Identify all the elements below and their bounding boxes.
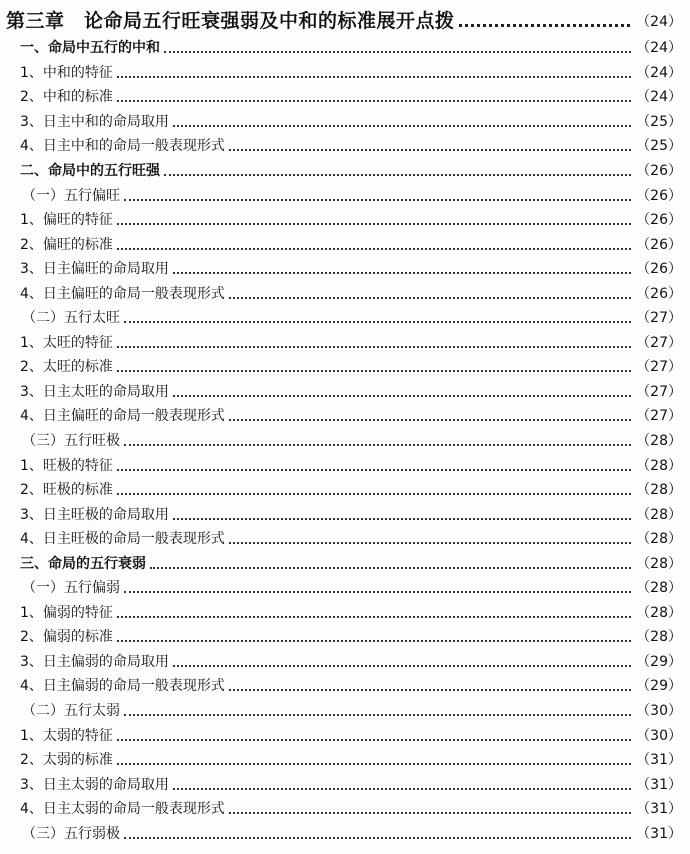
toc-entry-page: （25）: [636, 113, 682, 130]
toc-entry-page: （30）: [636, 727, 682, 744]
toc-leader-dots: [124, 591, 631, 593]
toc-entry[interactable]: [0, 85, 690, 110]
toc-entry-title: 4、日主中和的命局一般表现形式: [20, 138, 225, 155]
toc-entry[interactable]: [0, 380, 690, 405]
toc-entry[interactable]: [0, 551, 690, 576]
toc-entry-page: （26）: [636, 285, 682, 302]
toc-entry[interactable]: [0, 159, 690, 184]
toc-entry-title: 1、中和的特征: [20, 64, 113, 81]
toc-entry-page: （28）: [636, 604, 682, 621]
toc-leader-dots: [150, 567, 631, 569]
toc-entry-page: （30）: [636, 703, 682, 720]
toc-entry-title: 一、命局中五行的中和: [20, 40, 160, 57]
toc-entry-title: （一）五行偏旺: [22, 187, 120, 204]
toc-leader-dots: [117, 370, 631, 372]
toc-leader-dots: [124, 444, 631, 446]
toc-entry-title: 2、太弱的标准: [20, 752, 113, 769]
toc-leader-dots: [229, 419, 631, 421]
toc-entry-title: 1、太旺的特征: [20, 334, 113, 351]
toc-entry-title: 3、日主太旺的命局取用: [20, 383, 169, 400]
toc-entry-title: 2、太旺的标准: [20, 359, 113, 376]
toc-entry-page: （31）: [636, 776, 682, 793]
toc-entry-page: （28）: [636, 555, 682, 572]
toc-entry-page: （25）: [636, 138, 682, 155]
toc-entry-title: 1、太弱的特征: [20, 727, 113, 744]
toc-entry-title: 3、日主偏旺的命局取用: [20, 261, 169, 278]
toc-entry[interactable]: [0, 625, 690, 650]
toc-leader-dots: [173, 125, 631, 127]
toc-entry-page: （24）: [636, 40, 682, 57]
toc-entry[interactable]: [0, 36, 690, 61]
toc-entry-title: 2、偏旺的标准: [20, 236, 113, 253]
toc-entry-title: 1、偏弱的特征: [20, 604, 113, 621]
toc-entry[interactable]: [0, 674, 690, 699]
toc-list: [0, 36, 690, 846]
toc-entry-title: 1、旺极的特征: [20, 457, 113, 474]
toc-leader-dots: [164, 174, 631, 176]
toc-entry-title: （二）五行太弱: [22, 703, 120, 720]
toc-entry-page: （29）: [636, 678, 682, 695]
toc-entry-page: （27）: [636, 310, 682, 327]
toc-leader-dots: [229, 542, 631, 544]
toc-entry-title: （三）五行旺极: [22, 433, 120, 450]
toc-entry-page: （27）: [636, 334, 682, 351]
toc-leader-dots: [117, 640, 631, 642]
toc-entry[interactable]: [0, 478, 690, 503]
toc-leader-dots: [173, 518, 631, 520]
toc-entry-title: 4、日主偏弱的命局一般表现形式: [20, 678, 225, 695]
toc-leader-dots: [117, 248, 631, 250]
toc-leader-dots: [124, 321, 631, 323]
toc-entry[interactable]: [0, 527, 690, 552]
toc-entry-page: （26）: [636, 236, 682, 253]
toc-leader-dots: [173, 395, 631, 397]
toc-leader-dots: [124, 837, 631, 839]
toc-entry-page: （28）: [636, 482, 682, 499]
toc-entry-title: 三、命局的五行衰弱: [20, 555, 146, 572]
toc-entry[interactable]: [0, 355, 690, 380]
toc-entry[interactable]: [0, 453, 690, 478]
toc-entry[interactable]: [0, 257, 690, 282]
toc-entry-page: （27）: [636, 383, 682, 400]
toc-entry-title: （二）五行太旺: [22, 310, 120, 327]
toc-leader-dots: [229, 812, 631, 814]
chapter-title: 第三章 论命局五行旺衰强弱及中和的标准展开点拨: [6, 10, 455, 32]
toc-entry[interactable]: [0, 281, 690, 306]
toc-entry-title: 2、偏弱的标准: [20, 629, 113, 646]
toc-entry[interactable]: [0, 183, 690, 208]
toc-entry[interactable]: [0, 61, 690, 86]
toc-entry-page: （31）: [636, 825, 682, 842]
toc-entry[interactable]: [0, 429, 690, 454]
toc-entry[interactable]: [0, 650, 690, 675]
toc-leader-dots: [117, 100, 631, 102]
toc-entry[interactable]: [0, 822, 690, 847]
toc-entry-title: 3、日主太弱的命局取用: [20, 776, 169, 793]
toc-entry[interactable]: [0, 748, 690, 773]
toc-entry[interactable]: [0, 502, 690, 527]
chapter-page-number: （24）: [636, 14, 682, 30]
toc-entry-page: （27）: [636, 359, 682, 376]
toc-entry[interactable]: [0, 576, 690, 601]
toc-leader-dots: [173, 272, 631, 274]
toc-leader-dots: [117, 739, 631, 741]
toc-leader-dots: [229, 689, 631, 691]
toc-entry-title: （三）五行弱极: [22, 825, 120, 842]
toc-leader-dots: [117, 223, 631, 225]
toc-entry-page: （28）: [636, 531, 682, 548]
toc-entry-title: 2、中和的标准: [20, 89, 113, 106]
toc-leader-dots: [124, 199, 631, 201]
toc-entry-title: 4、日主旺极的命局一般表现形式: [20, 531, 225, 548]
toc-entry-page: （31）: [636, 801, 682, 818]
toc-entry-page: （28）: [636, 506, 682, 523]
toc-entry-title: 3、日主旺极的命局取用: [20, 506, 169, 523]
toc-entry[interactable]: [0, 331, 690, 356]
toc-entry[interactable]: [0, 404, 690, 429]
toc-entry-title: 3、日主中和的命局取用: [20, 113, 169, 130]
toc-entry[interactable]: [0, 723, 690, 748]
toc-entry[interactable]: [0, 208, 690, 233]
toc-entry-title: 1、偏旺的特征: [20, 212, 113, 229]
toc-entry-title: 3、日主偏弱的命局取用: [20, 653, 169, 670]
toc-entry[interactable]: [0, 232, 690, 257]
toc-entry-title: 4、日主太弱的命局一般表现形式: [20, 801, 225, 818]
toc-leader-dots: [164, 51, 631, 53]
toc-leader-dots: [117, 469, 631, 471]
toc-entry-page: （26）: [636, 187, 682, 204]
toc-entry-page: （24）: [636, 89, 682, 106]
chapter-heading: [6, 6, 682, 32]
toc-entry-title: 4、日主偏旺的命局一般表现形式: [20, 408, 225, 425]
toc-entry-title: （一）五行偏弱: [22, 580, 120, 597]
toc-entry-page: （31）: [636, 752, 682, 769]
toc-entry-page: （29）: [636, 653, 682, 670]
chapter-leader-dots: [459, 24, 631, 27]
toc-entry-page: （28）: [636, 580, 682, 597]
toc-leader-dots: [173, 788, 631, 790]
toc-leader-dots: [117, 616, 631, 618]
toc-entry[interactable]: [0, 134, 690, 159]
toc-entry-page: （24）: [636, 64, 682, 81]
toc-entry-page: （28）: [636, 629, 682, 646]
toc-entry-page: （27）: [636, 408, 682, 425]
toc-entry-title: 2、旺极的标准: [20, 482, 113, 499]
toc-entry[interactable]: [0, 797, 690, 822]
toc-entry-title: 二、命局中的五行旺强: [20, 163, 160, 179]
toc-leader-dots: [117, 493, 631, 495]
toc-entry[interactable]: [0, 699, 690, 724]
toc-entry-title: 4、日主偏旺的命局一般表现形式: [20, 285, 225, 302]
toc-entry-page: （26）: [636, 261, 682, 278]
toc-leader-dots: [229, 149, 631, 151]
toc-entry-page: （28）: [636, 433, 682, 450]
toc-leader-dots: [173, 665, 631, 667]
toc-leader-dots: [117, 76, 631, 78]
toc-entry[interactable]: [0, 772, 690, 797]
toc-entry-page: （26）: [636, 163, 682, 179]
toc-leader-dots: [124, 714, 631, 716]
toc-entry[interactable]: [0, 306, 690, 331]
toc-entry[interactable]: [0, 110, 690, 135]
toc-leader-dots: [117, 763, 631, 765]
toc-entry[interactable]: [0, 601, 690, 626]
toc-leader-dots: [117, 346, 631, 348]
toc-entry-page: （26）: [636, 212, 682, 229]
toc-entry-page: （28）: [636, 457, 682, 474]
toc-leader-dots: [229, 297, 631, 299]
